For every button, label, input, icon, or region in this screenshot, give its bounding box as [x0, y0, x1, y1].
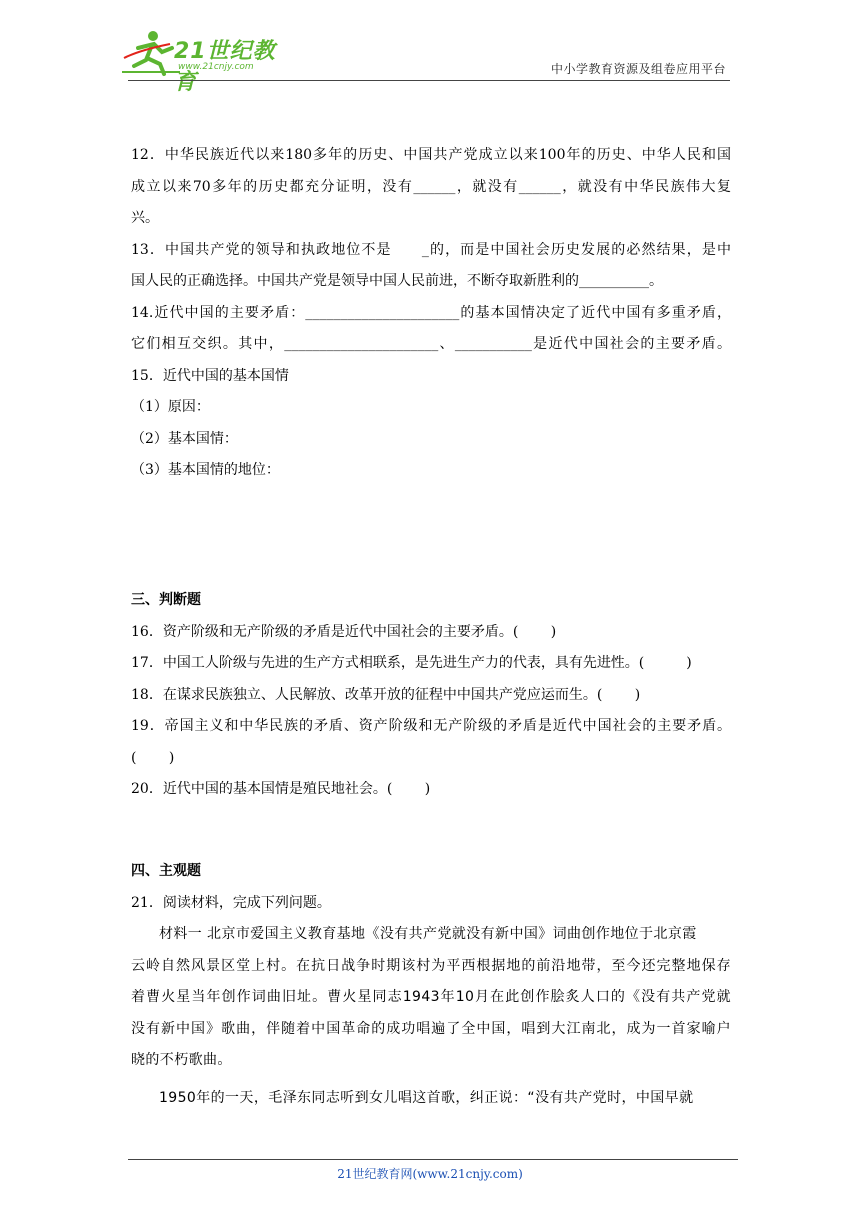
brand-logo[interactable] [120, 28, 290, 95]
footer-divider [128, 1159, 738, 1160]
fill-in-questions [131, 140, 731, 487]
material-1-line-4: 没有新中国》歌曲，伴随着中国革命的成功唱遍了全中国，唱到大江南北，成为一首家喻户 [131, 1020, 731, 1037]
header-divider [128, 80, 730, 81]
question-12-line-3: 兴。 [131, 210, 159, 226]
question-17: 17．中国工人阶级与先进的生产方式相联系，是先进生产力的代表，具有先进性。( ) [131, 655, 692, 671]
logo-text: 21世纪教育 [174, 39, 276, 95]
question-18: 18．在谋求民族独立、人民解放、改革开放的征程中中国共产党应运而生。( ) [131, 686, 641, 703]
section-subjective [131, 856, 731, 1114]
footer-link[interactable]: 21世纪教育网(www.21cnjy.com) [337, 1167, 523, 1181]
material-1-line-1: 材料一 北京市爱国主义教育基地《没有共产党就没有新中国》词曲创作地位于北京霞 [159, 926, 697, 942]
section-3-title: 三、判断题 [131, 592, 201, 608]
material-1-line-5: 晓的不朽歌曲。 [131, 1052, 232, 1068]
question-21: 21．阅读材料，完成下列问题。 [131, 894, 331, 911]
question-13-line-2: 国人民的正确选择。中国共产党是领导中国人民前进，不断夺取新胜利的__________。 [131, 273, 663, 289]
page-header [0, 0, 860, 95]
question-15-part-1: （1）原因： [131, 399, 210, 415]
question-15-title: 15．近代中国的基本国情 [131, 367, 289, 384]
section-4-title: 四、主观题 [131, 863, 201, 879]
platform-tagline: 中小学教育资源及组卷应用平台 [550, 62, 726, 76]
question-12-line-2: 成立以来70多年的历史都充分证明，没有______，就没有______，就没有中华民族伟大复 [131, 178, 731, 195]
question-14-line-1: 14.近代中国的主要矛盾：______________________的基本国情决定了近代中国有多重矛盾， [131, 304, 731, 321]
question-13-line-1: 13．中国共产党的领导和执政地位不是 _的，而是中国社会历史发展的必然结果，是中 [131, 241, 731, 258]
question-14-line-2: 它们相互交织。其中，______________________、___________是近代中国社会的主要矛盾。 [131, 336, 731, 352]
question-19-line-1: 19．帝国主义和中华民族的矛盾、资产阶级和无产阶级的矛盾是近代中国社会的主要矛盾。 [131, 718, 731, 734]
question-16: 16．资产阶级和无产阶级的矛盾是近代中国社会的主要矛盾。( ) [131, 623, 557, 640]
logo-url: www.21cnjy.com [178, 62, 254, 72]
material-1-line-3: 着曹火星当年创作词曲旧址。曹火星同志1943年10月在此创作脍炙人口的《没有共产党就 [131, 989, 731, 1005]
question-15-part-2: （2）基本国情： [131, 430, 238, 447]
section-judgement [131, 585, 731, 806]
question-19-line-2: ( ) [131, 749, 175, 766]
question-20: 20．近代中国的基本国情是殖民地社会。( ) [131, 781, 431, 797]
material-1-line-2: 云岭自然风景区堂上村。在抗日战争时期该村为平西根据地的前沿地带，至今还完整地保存 [131, 957, 731, 974]
question-15-part-3: （3）基本国情的地位： [131, 462, 280, 478]
question-12-line-1: 12．中华民族近代以来180多年的历史、中国共产党成立以来100年的历史、中华人民和国 [131, 147, 731, 163]
material-2-line-1: 1950年的一天，毛泽东同志听到女儿唱这首歌，纠正说：“没有共产党时，中国早就 [159, 1089, 694, 1106]
